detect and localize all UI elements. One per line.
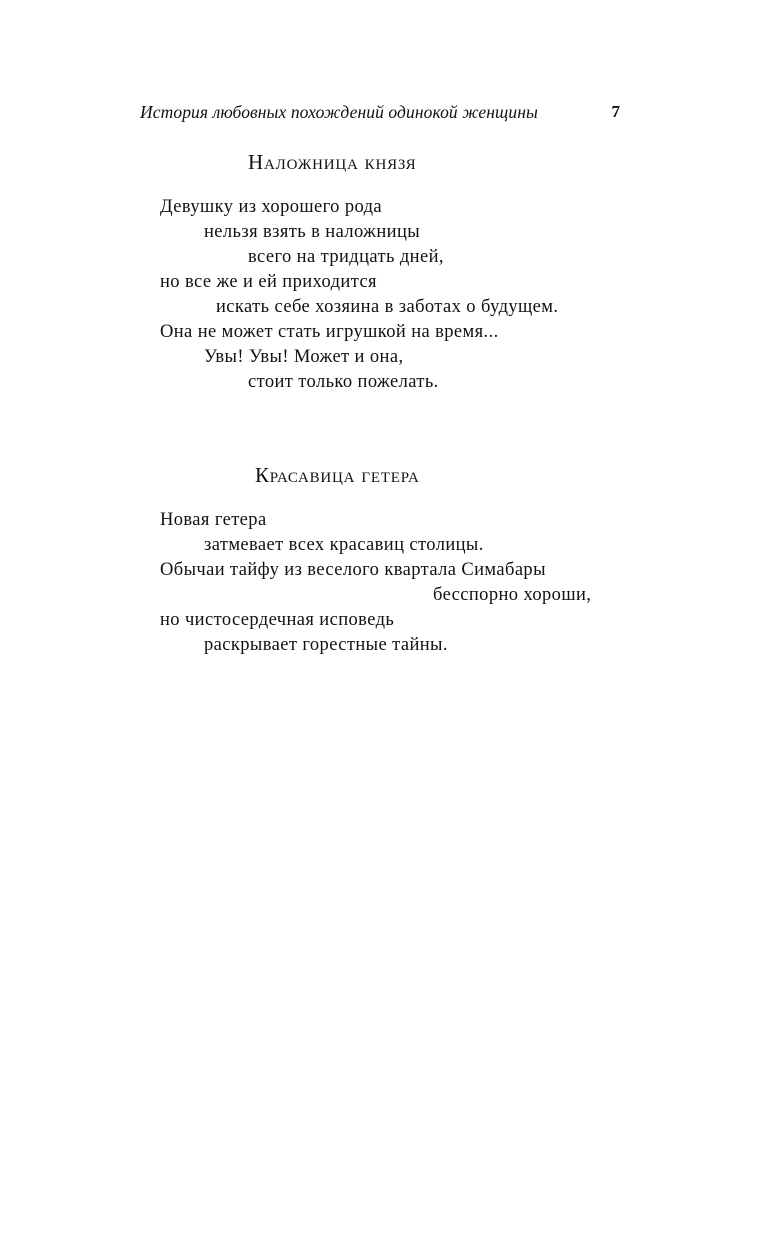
page-number: 7 <box>611 102 620 121</box>
poem-title: Красавица гетера <box>255 463 420 487</box>
poem-line: бесспорно хороши, <box>433 585 592 605</box>
poem-line: раскрывает горестные тайны. <box>204 635 448 655</box>
poem-line: всего на тридцать дней, <box>248 247 444 267</box>
poem-line: искать себе хозяина в заботах о будущем. <box>216 297 559 317</box>
running-head <box>140 102 620 126</box>
poem-line: но все же и ей приходится <box>160 272 377 292</box>
running-head-title: История любовных похождений одинокой женщины <box>140 102 538 122</box>
poem-line: Она не может стать игрушкой на время... <box>160 322 499 342</box>
poem-line: Обычаи тайфу из веселого квартала Симабары <box>160 560 546 580</box>
poem-line: Новая гетера <box>160 510 267 530</box>
poem-line: Увы! Увы! Может и она, <box>204 347 404 367</box>
poem-line: Девушку из хорошего рода <box>160 197 383 217</box>
poem-line: но чистосердечная исповедь <box>160 610 395 630</box>
poem-line: нельзя взять в наложницы <box>204 222 421 242</box>
poem-line: затмевает всех красавиц столицы. <box>204 535 484 555</box>
poem-line: стоит только пожелать. <box>248 372 439 392</box>
poem-title: Наложница князя <box>248 150 417 174</box>
